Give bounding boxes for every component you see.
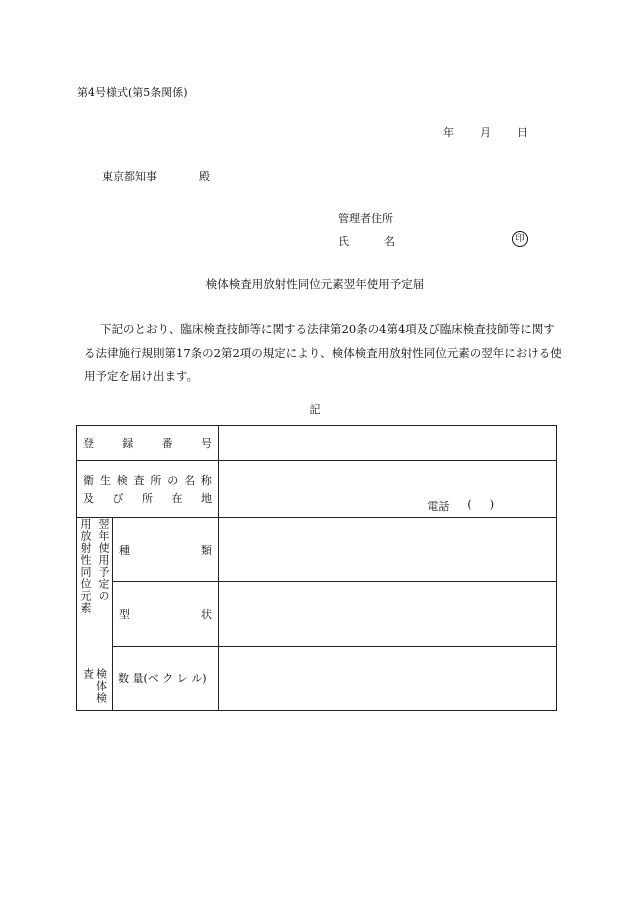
phone-field bbox=[219, 464, 556, 514]
facility-char: 名 bbox=[184, 474, 196, 487]
date-line bbox=[443, 124, 528, 140]
phone-close-paren: ) bbox=[489, 498, 494, 511]
kind-input[interactable] bbox=[219, 518, 557, 582]
manager-name-label-2: 名 bbox=[384, 235, 395, 248]
addressee-name: 東京都知事 bbox=[102, 170, 157, 183]
quantity-row bbox=[77, 646, 557, 710]
quantity-label: 数 量(ベ ク レ ル) bbox=[113, 646, 219, 710]
facility-char: び bbox=[112, 492, 124, 505]
quantity-input[interactable] bbox=[219, 646, 557, 710]
date-day-label: 日 bbox=[517, 126, 528, 139]
facility-char: 衛 bbox=[83, 474, 94, 487]
date-month-label: 月 bbox=[480, 126, 491, 139]
shape-row bbox=[77, 582, 557, 646]
facility-char: 査 bbox=[133, 474, 145, 487]
phone-open-paren: ( bbox=[467, 498, 472, 511]
group-label-col3: 検体検査 bbox=[81, 668, 108, 704]
facility-char: 検 bbox=[116, 474, 128, 487]
facility-row bbox=[77, 461, 557, 518]
registration-char: 登 bbox=[83, 437, 94, 450]
facility-label bbox=[77, 461, 219, 518]
form-table bbox=[76, 425, 557, 711]
seal-mark: 印 bbox=[512, 231, 528, 247]
kind-row bbox=[77, 518, 557, 582]
date-year-label: 年 bbox=[443, 126, 454, 139]
addressee bbox=[102, 168, 210, 184]
facility-char: 称 bbox=[200, 474, 212, 487]
manager-name-label bbox=[338, 233, 395, 249]
facility-char: 生 bbox=[99, 474, 111, 487]
group-label-col1: 翌年使用予定の bbox=[97, 518, 110, 602]
registration-char: 録 bbox=[122, 437, 134, 450]
registration-char: 号 bbox=[200, 437, 212, 450]
manager-address-label: 管理者住所 bbox=[338, 212, 393, 225]
group-label bbox=[77, 518, 113, 711]
kind-label bbox=[113, 518, 219, 582]
shape-label bbox=[113, 582, 219, 646]
registration-input[interactable] bbox=[219, 426, 557, 461]
document-title: 検体検査用放射性同位元素翌年使用予定届 bbox=[205, 277, 425, 291]
registration-char: 番 bbox=[161, 437, 173, 450]
facility-char: 地 bbox=[201, 492, 212, 505]
manager-name-label-1: 氏 bbox=[338, 235, 349, 248]
form-number: 第4号様式(第5条関係) bbox=[77, 86, 188, 99]
kind-char: 類 bbox=[201, 543, 212, 557]
facility-input[interactable] bbox=[219, 461, 557, 518]
addressee-honorific: 殿 bbox=[199, 170, 210, 183]
body-paragraph: 下記のとおり、臨床検査技師等に関する法律第20条の4第4項及び臨床検査技師等に関する法律施行規則第17条の2第2項の規定により、検体検査用放射性同位元素の翌年における使用予定を届け出ます。 bbox=[84, 322, 562, 383]
facility-char: の bbox=[167, 474, 179, 487]
registration-row bbox=[77, 426, 557, 461]
shape-char: 状 bbox=[201, 607, 212, 621]
facility-char: 所 bbox=[150, 474, 162, 487]
phone-label: 電話 bbox=[427, 500, 450, 513]
ki-heading: 記 bbox=[309, 403, 321, 416]
registration-label bbox=[77, 426, 219, 461]
shape-char: 型 bbox=[119, 607, 130, 621]
facility-char: 所 bbox=[142, 492, 153, 505]
shape-input[interactable] bbox=[219, 582, 557, 646]
group-label-col2: 用放射性同位元素 bbox=[79, 518, 92, 614]
kind-char: 種 bbox=[119, 543, 130, 557]
facility-char: 在 bbox=[171, 492, 183, 505]
facility-char: 及 bbox=[83, 492, 94, 505]
